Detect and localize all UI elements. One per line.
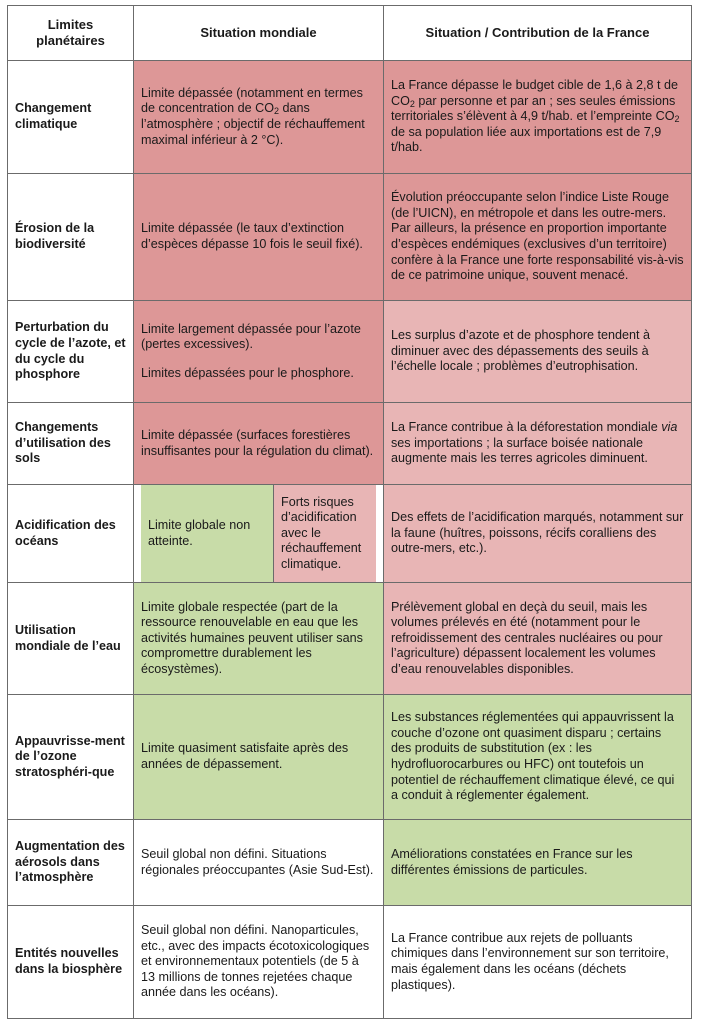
- france-water: Prélèvement global en deçà du seuil, mais les volumes prélevés en été (notamment pour le refroidissement des centrales nucléaires ou pour l’agriculture) dépassent localement les volumes d’eau renouvelables disponibles.: [384, 583, 692, 695]
- france-land-text-a: La France contribue à la déforestation mondiale: [391, 420, 662, 435]
- world-ozone: Limite quasiment satisfaite après des années de dépassement.: [134, 695, 384, 820]
- row-label-climate: Changement climatique: [8, 61, 134, 174]
- france-biodiversity: Évolution préoccupante selon l’indice Liste Rouge (de l’UICN), en métropole et dans les outre-mers. Par ailleurs, la présence en proportion importante d’espèces endémiques (exclusives d’un territoire) confère à la France une forte responsabilité vis-à-vis de ce patrimoine unique, souvent menacé.: [384, 174, 692, 301]
- france-land-text-b: ses importations ; la surface boisée nationale augmente mais les terres agricoles diminuent.: [391, 435, 648, 466]
- france-aerosols: Améliorations constatées en France sur les différentes émissions de particules.: [384, 820, 692, 906]
- world-land: Limite dépassée (surfaces forestières insuffisantes pour la régulation du climat).: [134, 403, 384, 485]
- header-france: Situation / Contribution de la France: [384, 6, 692, 61]
- header-limits: Limites planétaires: [8, 6, 134, 61]
- world-ocean-global: [141, 485, 274, 582]
- row-entities: [8, 906, 692, 1019]
- world-ocean: [134, 485, 384, 583]
- header-world: Situation mondiale: [134, 6, 384, 61]
- world-nitrogen-azote: Limite largement dépassée pour l’azote (pertes excessives).: [141, 321, 361, 352]
- co2-subscript: 2: [674, 114, 680, 125]
- france-ocean: Des effets de l’acidification marqués, notamment sur la faune (huîtres, poissons, récifs coralliens des outre-mers, etc.).: [384, 485, 692, 583]
- world-climate: [134, 61, 384, 174]
- world-nitrogen: [134, 301, 384, 403]
- row-label-land: Changements d’utilisation des sols: [8, 403, 134, 485]
- world-nitrogen-phosphore: Limites dépassées pour le phosphore.: [141, 365, 354, 380]
- row-biodiversity: [8, 174, 692, 301]
- row-label-entities: Entités nouvelles dans la biosphère: [8, 906, 134, 1019]
- world-aerosols: Seuil global non défini. Situations régionales préoccupantes (Asie Sud-Est).: [134, 820, 384, 906]
- row-label-ocean: Acidification des océans: [8, 485, 134, 583]
- row-aerosols: [8, 820, 692, 906]
- france-climate-text-c: de sa population liée aux importations est de 7,9 t/hab.: [391, 124, 662, 155]
- france-land-via: via: [661, 420, 678, 435]
- header-row: [8, 6, 692, 61]
- world-ocean-risk: [274, 485, 376, 582]
- world-climate-text-b: dans l’atmosphère ; objectif de réchauffement maximal inférieur à 2 °C).: [141, 101, 365, 147]
- planetary-boundaries-table: [7, 5, 692, 1019]
- row-ozone: [8, 695, 692, 820]
- france-entities: La France contribue aux rejets de polluants chimiques dans l’environnement sur son territoire, mais également dans les océans (déchets plastiques).: [384, 906, 692, 1019]
- france-climate-text-b: par personne et par an ; ses seules émissions territoriales s’élèvent à 4,9 t/hab. et l’empreinte CO: [391, 93, 676, 124]
- row-water: [8, 583, 692, 695]
- row-label-aerosols: Augmentation des aérosols dans l’atmosphère: [8, 820, 134, 906]
- row-nitrogen: [8, 301, 692, 403]
- world-ocean-global-text: Limite globale non atteinte.: [148, 517, 251, 548]
- france-ozone: Les substances réglementées qui appauvrissent la couche d’ozone ont quasiment disparu ; certains des produits de substitution (ex : les hydrofluorocarbures ou HFC) ont toutefois un potentiel de réchauffement climatique élevé, ce qui a conduit à réglementer également.: [384, 695, 692, 820]
- world-biodiversity: Limite dépassée (le taux d’extinction d’espèces dépasse 10 fois le seuil fixé).: [134, 174, 384, 301]
- row-land: [8, 403, 692, 485]
- row-label-nitrogen: Perturbation du cycle de l’azote, et du cycle du phosphore: [8, 301, 134, 403]
- row-label-biodiversity: Érosion de la biodiversité: [8, 174, 134, 301]
- row-label-water: Utilisation mondiale de l’eau: [8, 583, 134, 695]
- world-ocean-risk-text: Forts risques d’acidification avec le réchauffement climatique.: [281, 494, 362, 571]
- world-climate-text-a: Limite dépassée (notamment en termes de concentration de CO: [141, 85, 363, 116]
- row-label-ozone: Appauvrisse-ment de l’ozone stratosphéri-que: [8, 695, 134, 820]
- co2-subscript: 2: [409, 98, 415, 109]
- world-entities: Seuil global non défini. Nanoparticules, etc., avec des impacts écotoxicologiques et environnementaux potentiels (de 5 à 13 millions de tonnes rejetées chaque année dans les océans).: [134, 906, 384, 1019]
- world-water: Limite globale respectée (part de la ressource renouvelable en eau que les activités humaines peuvent utiliser sans compromettre durablement les écosystèmes).: [134, 583, 384, 695]
- co2-subscript: 2: [274, 106, 280, 117]
- row-ocean: [8, 485, 692, 583]
- france-nitrogen: Les surplus d’azote et de phosphore tendent à diminuer avec des dépassements des seuils à l’échelle locale ; problèmes d’eutrophisation.: [384, 301, 692, 403]
- france-climate-text-a: La France dépasse le budget cible de 1,6 à 2,8 t de CO: [391, 78, 679, 108]
- france-climate: [384, 61, 692, 174]
- france-land: [384, 403, 692, 485]
- row-climate: [8, 61, 692, 174]
